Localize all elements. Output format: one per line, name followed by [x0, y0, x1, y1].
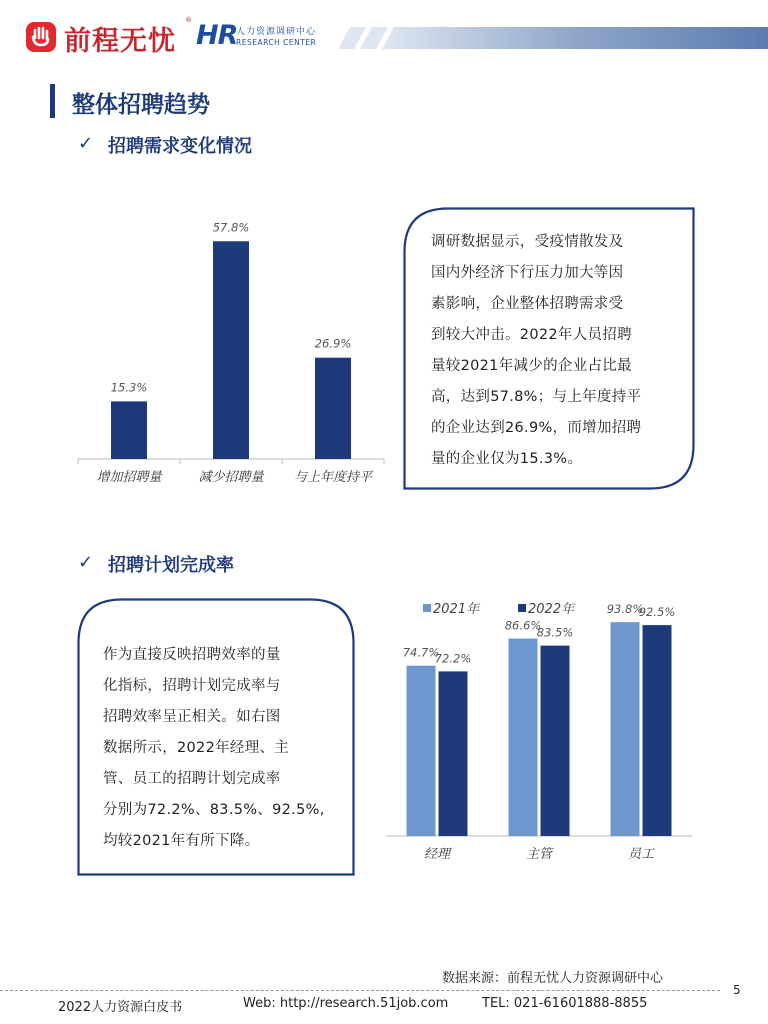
- header-stripes: [320, 27, 768, 49]
- subsection-title-demand: 招聘需求变化情况: [108, 136, 252, 157]
- bar: [509, 639, 538, 836]
- bar-value-label: 26.9%: [314, 336, 352, 351]
- data-source: 数据来源：前程无忧人力资源调研中心: [442, 971, 664, 986]
- recruitment-demand-chart: [70, 205, 390, 505]
- bar-value-label: 93.8%: [606, 602, 644, 617]
- bar: [541, 646, 570, 836]
- bar-value-label: 83.5%: [536, 625, 574, 640]
- bar-value-label: 72.2%: [434, 651, 472, 666]
- demand-summary-line: 调研数据显示，受疫情散发及: [431, 234, 624, 250]
- demand-summary-line: 的企业达到26.9%，而增加招聘: [431, 420, 642, 436]
- brand-registered-mark: ®: [185, 16, 192, 24]
- footer-book-title: 2022人力资源白皮书: [58, 1000, 183, 1015]
- hr-logo: HR: [196, 20, 238, 51]
- page-number: 5: [733, 983, 741, 997]
- demand-summary-line: 量的企业仅为15.3%。: [431, 451, 583, 467]
- completion-summary-line: 作为直接反映招聘效率的量: [103, 647, 281, 663]
- completion-summary-box: [77, 598, 355, 876]
- hr-center-name: 人力资源调研中心: [236, 27, 317, 37]
- check-icon: ✓: [78, 133, 94, 154]
- completion-summary-line: 数据所示，2022年经理、主: [103, 740, 290, 756]
- section-title: 整体招聘趋势: [72, 92, 210, 118]
- x-tick-label: 减少招聘量: [198, 470, 264, 485]
- demand-summary-box: [403, 207, 695, 490]
- bar: [611, 622, 640, 836]
- legend-label: 2021年: [433, 602, 480, 617]
- subsection-title-completion: 招聘计划完成率: [108, 555, 234, 576]
- bar: [315, 358, 351, 459]
- bar-value-label: 57.8%: [212, 220, 250, 235]
- demand-summary-line: 量较2021年减少的企业占比最: [431, 358, 632, 374]
- bar-value-label: 74.7%: [402, 645, 440, 660]
- legend-swatch: [423, 604, 431, 612]
- hr-center-english: RESEARCH CENTER: [236, 38, 317, 47]
- check-icon: ✓: [78, 552, 94, 573]
- bar: [407, 666, 436, 836]
- x-tick-label: 与上年度持平: [293, 470, 373, 485]
- x-tick-label: 增加招聘量: [96, 470, 162, 485]
- bar-value-label: 15.3%: [110, 380, 148, 395]
- x-tick-label: 员工: [627, 847, 655, 862]
- legend-label: 2022年: [528, 602, 575, 617]
- bar: [439, 671, 468, 836]
- completion-summary-line: 分别为72.2%、83.5%、92.5%,: [103, 802, 325, 818]
- demand-summary-line: 到较大冲击。2022年人员招聘: [431, 327, 632, 343]
- bar: [213, 241, 249, 459]
- completion-summary-line: 招聘效率呈正相关。如右图: [103, 709, 281, 725]
- bar-value-label: 86.6%: [504, 618, 542, 633]
- bar: [111, 401, 147, 459]
- recruitment-completion-chart: [380, 592, 700, 882]
- completion-summary-line: 均较2021年有所下降。: [103, 833, 260, 849]
- footer-website[interactable]: Web: http://research.51job.com: [243, 996, 449, 1011]
- bar: [643, 625, 672, 836]
- completion-summary-line: 管、员工的招聘计划完成率: [103, 771, 281, 787]
- completion-summary-line: 化指标，招聘计划完成率与: [103, 678, 281, 694]
- footer-divider: [0, 990, 720, 991]
- brand-logo-icon: [26, 22, 56, 52]
- footer-phone: TEL: 021-61601888-8855: [482, 996, 648, 1011]
- bar-value-label: 92.5%: [638, 605, 676, 620]
- page-header: [0, 0, 768, 60]
- section-title-bar: [50, 84, 55, 118]
- legend-swatch: [518, 604, 526, 612]
- brand-name: 前程无忧: [64, 26, 176, 57]
- demand-summary-line: 国内外经济下行压力加大等因: [431, 265, 624, 281]
- x-tick-label: 经理: [423, 847, 451, 862]
- demand-summary-line: 素影响，企业整体招聘需求受: [431, 296, 624, 312]
- demand-summary-line: 高，达到57.8%；与上年度持平: [431, 389, 642, 405]
- x-tick-label: 主管: [525, 847, 553, 862]
